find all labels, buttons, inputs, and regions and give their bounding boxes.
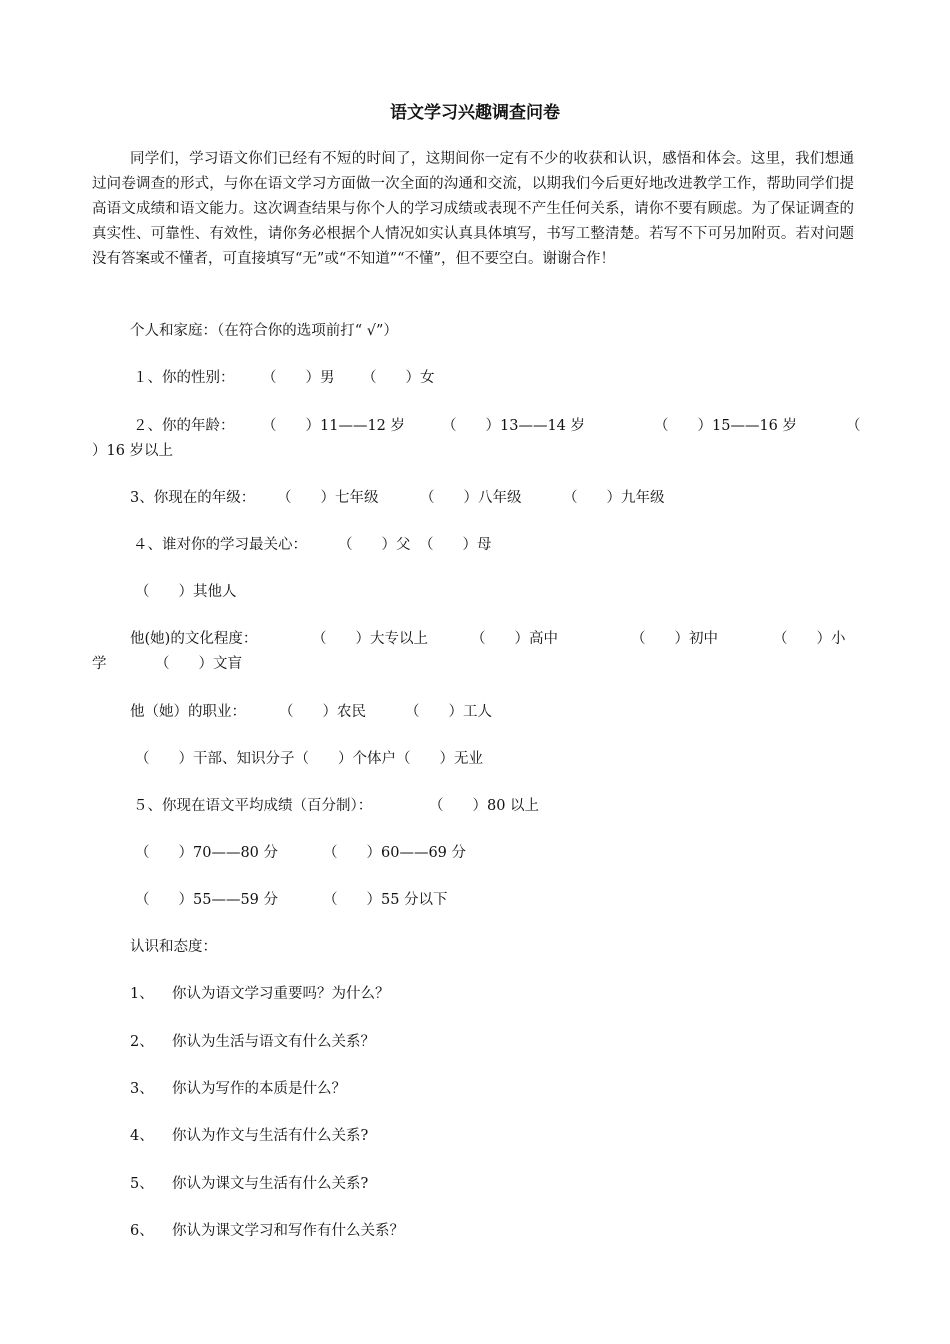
attitude-q6-text: 你认为课文学习和写作有什么关系？ — [172, 1223, 404, 1239]
attitude-q5-text: 你认为课文与生活有什么关系? — [172, 1176, 369, 1192]
q5-option-70-80[interactable]: （ ）70——80 分 — [135, 845, 279, 861]
attitude-q6-number: 6、 — [130, 1223, 154, 1239]
job-options-line2[interactable]: （ ）干部、知识分子（ ）个体户（ ）无业 — [135, 751, 483, 767]
q2-option-15-16[interactable]: （ ）15——16 岁 — [654, 418, 798, 434]
q3-option-grade9[interactable]: （ ）九年级 — [563, 490, 665, 506]
attitude-q1-text: 你认为语文学习重要吗？为什么？ — [172, 986, 390, 1002]
q2-option-16-plus-open[interactable]: （ — [846, 418, 861, 434]
attitude-section-heading: 认识和态度： — [130, 939, 217, 955]
q5-option-60-69[interactable]: （ ）60——69 分 — [323, 845, 467, 861]
job-option-worker[interactable]: （ ）工人 — [405, 704, 492, 720]
intro-paragraph: 同学们，学习语文你们已经有不短的时间了，这期间你一定有不少的收获和认识，感悟和体会。这里，我们想通过问卷调查的形式，与你在语文学习方面做一次全面的沟通和交流，以期我们今后更好地改进教学工作，帮助同学们提高语文成绩和语文能力。这次调查结果与你个人的学习成绩或表现不产生任何关系，请你不要有顾虑。为了保证调查的真实性、可靠性、有效性，请你务必根据个人情况如实认真具体填写，书写工整清楚。若写不下可另加附页。若对问题没有答案或不懂者，可直接填写“无”或“不知道”“不懂”，但不要空白。谢谢合作！ — [92, 151, 854, 267]
q3-option-grade8[interactable]: （ ）八年级 — [420, 490, 522, 506]
q2-option-11-12[interactable]: （ ）11——12 岁 — [262, 418, 406, 434]
q5-option-below-55[interactable]: （ ）55 分以下 — [323, 892, 448, 908]
attitude-q2-number: 2、 — [130, 1034, 154, 1050]
q5-option-80-plus[interactable]: （ ）80 以上 — [429, 798, 540, 814]
q3-label: 3、你现在的年级： — [130, 490, 256, 506]
attitude-q3-number: 3、 — [130, 1081, 154, 1097]
q3-option-grade7[interactable]: （ ）七年级 — [277, 490, 379, 506]
education-option-middleschool[interactable]: （ ）初中 — [631, 631, 718, 647]
q1-option-female[interactable]: （ ）女 — [362, 370, 435, 386]
q1-option-male[interactable]: （ ）男 — [262, 370, 335, 386]
document-title: 语文学习兴趣调查问卷 — [390, 103, 560, 123]
education-option-college[interactable]: （ ）大专以上 — [312, 631, 428, 647]
q4-option-other[interactable]: （ ）其他人 — [135, 584, 237, 600]
q4-label: ４、谁对你的学习最关心： — [133, 537, 307, 553]
attitude-q4-text: 你认为作文与生活有什么关系? — [172, 1128, 369, 1144]
education-label: 他(她)的文化程度： — [130, 631, 258, 647]
personal-section-heading: 个人和家庭：（在符合你的选项前打“ √”） — [130, 323, 398, 339]
q2-option-16-plus[interactable]: ）16 岁以上 — [92, 443, 174, 459]
attitude-q5-number: 5、 — [130, 1176, 154, 1192]
education-option-primary: 学 — [92, 656, 107, 672]
job-option-farmer[interactable]: （ ）农民 — [279, 704, 366, 720]
education-option-primary-open[interactable]: （ ）小 — [773, 631, 846, 647]
q4-option-father[interactable]: （ ）父 — [338, 537, 411, 553]
q5-label: ５、你现在语文平均成绩（百分制）： — [133, 798, 373, 814]
attitude-q4-number: 4、 — [130, 1128, 154, 1144]
education-option-illiterate[interactable]: （ ）文盲 — [155, 656, 242, 672]
q2-option-13-14[interactable]: （ ）13——14 岁 — [442, 418, 586, 434]
q2-label: ２、你的年龄： — [133, 418, 235, 434]
q4-option-mother[interactable]: （ ）母 — [419, 537, 492, 553]
education-option-highschool[interactable]: （ ）高中 — [471, 631, 558, 647]
q1-label: １、你的性别： — [133, 370, 235, 386]
attitude-q1-number: 1、 — [130, 986, 154, 1002]
q5-option-55-59[interactable]: （ ）55——59 分 — [135, 892, 279, 908]
job-label: 他（她）的职业： — [130, 704, 246, 720]
attitude-q3-text: 你认为写作的本质是什么？ — [172, 1081, 346, 1097]
attitude-q2-text: 你认为生活与语文有什么关系？ — [172, 1034, 375, 1050]
